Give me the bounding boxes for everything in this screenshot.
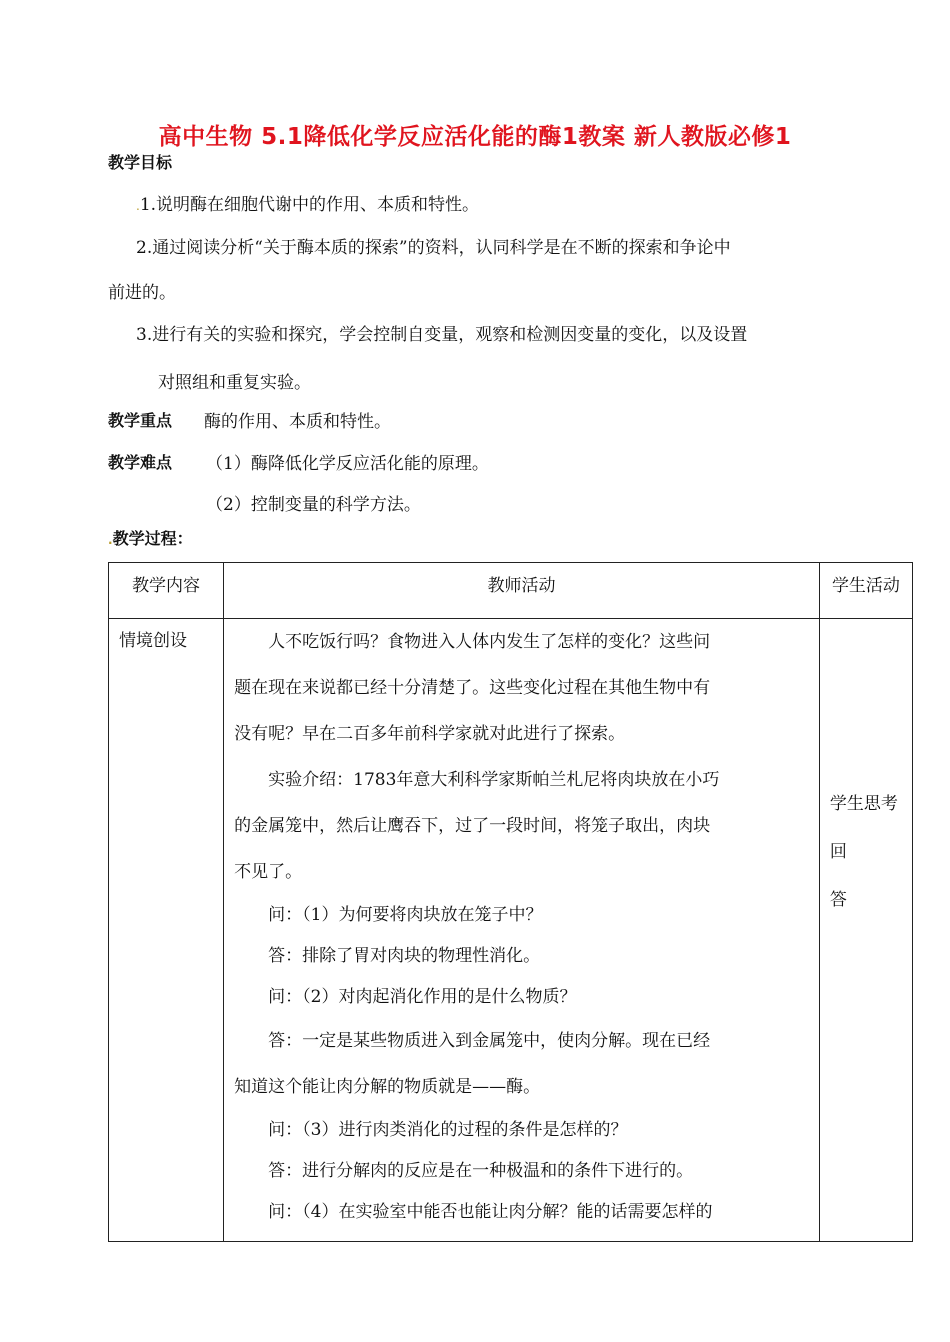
teacher-line: 问：（3）进行肉类消化的过程的条件是怎样的？: [268, 1120, 628, 1140]
process-table: [108, 562, 913, 1242]
teacher-line: 不见了。: [234, 862, 303, 882]
header-content: 教学内容: [109, 563, 224, 619]
difficulty-label: 教学难点: [108, 453, 173, 472]
process-heading: .教学过程：: [108, 529, 193, 548]
objective-item-2-line-2: 前进的。: [108, 283, 176, 303]
teacher-line: 问：（2）对肉起消化作用的是什么物质？: [268, 987, 577, 1007]
document-title: 高中生物 5.1降低化学反应活化能的酶1教案 新人教版必修1: [158, 124, 792, 150]
difficulty-item-1: （1）酶降低化学反应活化能的原理。: [206, 454, 489, 474]
teacher-line: 问：（4）在实验室中能否也能让肉分解？能的话需要怎样的: [268, 1202, 713, 1222]
teacher-line: 答：一定是某些物质进入到金属笼中，使肉分解。现在已经: [268, 1031, 711, 1051]
bullet-dot-icon: .: [108, 533, 113, 547]
teacher-line: 答：进行分解肉的反应是在一种极温和的条件下进行的。: [268, 1161, 694, 1181]
teacher-line: 的金属笼中，然后让鹰吞下，过了一段时间，将笼子取出，肉块: [234, 816, 711, 836]
table-header-row: [109, 563, 913, 619]
teacher-line: 题在现在来说都已经十分清楚了。这些变化过程在其他生物中有: [234, 678, 711, 698]
teacher-line: 知道这个能让肉分解的物质就是——酶。: [234, 1077, 541, 1097]
teacher-line: 实验介绍：1783年意大利科学家斯帕兰札尼将肉块放在小巧: [268, 770, 720, 790]
header-teacher: 教师活动: [224, 563, 820, 619]
difficulty-item-2: （2）控制变量的科学方法。: [206, 495, 421, 515]
student-activity-cell: [819, 619, 912, 1242]
teacher-line: 人不吃饭行吗？食物进入人体内发生了怎样的变化？这些问: [268, 632, 711, 652]
objective-item-3-line-2: 对照组和重复实验。: [158, 373, 311, 393]
student-line: 答: [829, 890, 847, 910]
teacher-line: 没有呢？早在二百多年前科学家就对此进行了探索。: [234, 724, 626, 744]
objective-item-1: .1.说明酶在细胞代谢中的作用、本质和特性。: [136, 195, 480, 215]
row-content-cell: [109, 619, 224, 1242]
teacher-line: 问：（1）为何要将肉块放在笼子中？: [268, 905, 543, 925]
row-content-label: 情境创设: [119, 631, 187, 651]
student-activity-text: [830, 780, 902, 924]
header-student: 学生活动: [819, 563, 912, 619]
bullet-dot-icon: .: [136, 199, 140, 213]
teacher-line: 答：排除了胃对肉块的物理性消化。: [268, 946, 541, 966]
student-line: 学生思考回: [829, 794, 898, 862]
key-point-label: 教学重点: [108, 411, 173, 430]
objectives-heading: 教学目标: [108, 153, 173, 172]
table-row: [109, 619, 913, 1242]
teacher-activity-cell: [224, 619, 820, 1242]
objective-item-2-line-1: 2.通过阅读分析“关于酶本质的探索”的资料，认同科学是在不断的探索和争论中: [136, 238, 731, 258]
objective-item-3-line-1: 3.进行有关的实验和探究，学会控制自变量，观察和检测因变量的变化，以及设置: [136, 325, 748, 345]
key-point-text: 酶的作用、本质和特性。: [204, 412, 391, 432]
